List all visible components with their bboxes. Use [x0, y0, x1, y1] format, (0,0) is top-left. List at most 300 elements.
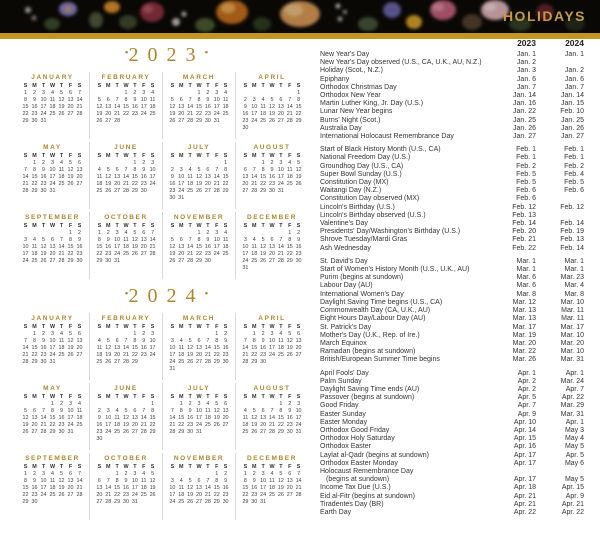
weekday-label: S: [23, 83, 28, 89]
holiday-name: Super Bowl Sunday (U.S.): [320, 170, 402, 178]
month-name: SEPTEMBER: [25, 455, 80, 462]
day-cell: 4: [224, 90, 228, 96]
holiday-date-2024: Mar. 24: [560, 377, 584, 385]
day-cell: 22: [149, 422, 156, 428]
day-cell: 30: [286, 429, 293, 435]
empty-cell: [95, 90, 104, 97]
weekday-label: T: [206, 394, 210, 400]
holiday-row: [320, 348, 584, 356]
holiday-date-2023: Mar. 12: [512, 298, 536, 306]
empty-cell: [168, 471, 177, 478]
weekday-label: W: [196, 153, 202, 159]
day-cell: 13: [114, 174, 121, 180]
holiday-date-2024: Jan. 7: [564, 83, 584, 91]
day-cell: 5: [106, 338, 110, 344]
day-cell: 17: [105, 422, 112, 428]
day-cell: 11: [269, 478, 275, 484]
day-cell: 28: [149, 251, 156, 257]
day-cell: 9: [42, 167, 45, 173]
weekday-label: T: [133, 83, 137, 89]
day-cell: 9: [142, 167, 146, 173]
calendar-grid: [92, 324, 160, 366]
weekday-label: F: [68, 394, 73, 400]
day-cell: 23: [169, 188, 176, 194]
day-cell: 21: [149, 244, 156, 250]
day-cell: 15: [178, 415, 185, 421]
day-cell: 1: [24, 90, 27, 96]
holiday-row: [320, 125, 584, 133]
holiday-date-2023: Apr. 5: [517, 394, 536, 402]
day-cell: 28: [105, 499, 112, 505]
day-cell: 10: [295, 408, 302, 414]
day-cell: 24: [149, 181, 156, 187]
day-cell: 13: [67, 478, 74, 484]
weekday-label: S: [97, 83, 102, 89]
weekday-label: T: [59, 223, 64, 229]
weekday-label: S: [150, 324, 155, 330]
day-cell: 6: [206, 167, 210, 173]
weekday-label: T: [115, 394, 119, 400]
day-cell: 12: [58, 97, 65, 103]
holiday-date-2024: Apr. 21: [561, 500, 584, 508]
holiday-name: Ramadan (begins at sundown): [320, 348, 416, 356]
day-cell: 26: [286, 352, 293, 358]
day-cell: 10: [22, 244, 29, 250]
day-cell: 21: [22, 181, 29, 187]
day-cell: 26: [187, 499, 194, 505]
day-cell: 4: [261, 97, 265, 103]
weekday-label: T: [59, 83, 64, 89]
day-cell: 22: [49, 422, 56, 428]
day-cell: 27: [204, 188, 211, 194]
day-cell: 18: [149, 104, 156, 110]
empty-cell: [168, 160, 177, 167]
day-cell: 8: [215, 338, 219, 344]
day-cell: 26: [169, 258, 176, 264]
day-cell: 24: [131, 492, 138, 498]
holiday-row: [320, 274, 584, 282]
empty-cell: [250, 230, 259, 237]
holiday-row: [320, 84, 584, 92]
day-cell: 29: [195, 258, 202, 264]
day-cell: 25: [222, 111, 229, 117]
holiday-row: [320, 171, 584, 179]
holiday-date-2024: Mar. 31: [560, 356, 584, 364]
day-cell: 27: [242, 188, 249, 194]
month-name: NOVEMBER: [173, 455, 225, 462]
weekday-label: M: [106, 394, 111, 400]
weekday-label: W: [269, 394, 275, 400]
day-cell: 13: [260, 415, 267, 421]
holiday-name: National Freedom Day (U.S.): [320, 154, 411, 162]
day-cell: 16: [268, 174, 275, 180]
day-cell: 24: [149, 352, 156, 358]
day-cell: 7: [188, 97, 192, 103]
day-cell: 25: [178, 359, 185, 365]
day-cell: 2: [142, 331, 146, 337]
day-cell: 3: [279, 160, 283, 166]
holiday-date-2024: Apr. 5: [565, 451, 584, 459]
holiday-date-2023: Mar. 13: [512, 315, 536, 323]
day-cell: 5: [215, 401, 219, 407]
weekday-label: F: [142, 464, 146, 470]
calendar-grid: [238, 83, 306, 132]
day-cell: 2: [206, 230, 210, 236]
day-cell: 23: [31, 111, 38, 117]
empty-cell: [186, 331, 195, 338]
holiday-name: St. Patrick's Day: [320, 323, 372, 331]
day-cell: 18: [58, 345, 65, 351]
day-cell: 4: [33, 237, 36, 243]
day-cell: 8: [69, 237, 72, 243]
day-cell: 8: [115, 478, 119, 484]
day-cell: 1: [33, 160, 36, 166]
weekday-label: T: [115, 83, 119, 89]
day-cell: 11: [114, 415, 120, 421]
weekday-label: W: [123, 153, 129, 159]
day-cell: 3: [69, 401, 72, 407]
day-cell: 27: [76, 181, 83, 187]
holiday-date-2023: Mar. 20: [512, 339, 536, 347]
holiday-row: [320, 324, 584, 332]
day-cell: 2: [297, 230, 301, 236]
day-cell: 13: [195, 345, 202, 351]
day-cell: 14: [213, 174, 220, 180]
weekday-label: S: [150, 223, 155, 229]
holiday-date-2024: Mar. 11: [561, 307, 584, 315]
mini-calendar-may-2024: [16, 383, 89, 450]
day-cell: 12: [251, 415, 258, 421]
day-cell: 17: [140, 104, 147, 110]
day-cell: 27: [295, 352, 302, 358]
weekday-label: M: [179, 153, 184, 159]
day-cell: 9: [206, 237, 210, 243]
empty-cell: [30, 230, 39, 237]
calendar-grid: [18, 324, 87, 366]
day-cell: 8: [24, 478, 27, 484]
day-cell: 7: [279, 237, 283, 243]
day-cell: 5: [170, 237, 174, 243]
weekday-label: M: [106, 464, 111, 470]
holiday-date-2023: Feb. 5: [516, 179, 536, 187]
day-cell: 20: [295, 345, 302, 351]
day-cell: 1: [224, 160, 228, 166]
weekday-label: F: [215, 394, 219, 400]
day-cell: 26: [96, 118, 103, 124]
calendar-grid: [165, 394, 233, 436]
day-cell: 21: [58, 251, 65, 257]
day-cell: 23: [295, 251, 302, 257]
holiday-name: Waitangi Day (N.Z.): [320, 187, 382, 195]
holiday-date-2023: Apr. 16: [513, 443, 536, 451]
day-cell: 15: [31, 345, 38, 351]
day-cell: 13: [67, 97, 74, 103]
day-cell: 2: [206, 90, 210, 96]
day-cell: 26: [149, 492, 156, 498]
holiday-date-2023: Jan. 3: [516, 67, 536, 75]
day-cell: 28: [22, 359, 29, 365]
day-cell: 9: [33, 97, 36, 103]
day-cell: 6: [115, 167, 119, 173]
day-cell: 15: [22, 485, 29, 491]
day-cell: 1: [279, 401, 283, 407]
day-cell: 4: [115, 408, 119, 414]
day-cell: 19: [251, 422, 258, 428]
day-cell: 8: [97, 237, 101, 243]
day-cell: 22: [286, 251, 293, 257]
day-cell: 20: [67, 485, 74, 491]
day-cell: 12: [96, 104, 103, 110]
holiday-date-2023: Feb. 14: [512, 220, 536, 228]
weekday-label: F: [68, 153, 73, 159]
day-cell: 11: [222, 237, 229, 243]
day-cell: 27: [286, 492, 293, 498]
weekday-label: T: [261, 83, 265, 89]
day-cell: 10: [40, 97, 47, 103]
day-cell: 15: [195, 244, 202, 250]
holiday-date-2024: Jan. 26: [561, 124, 584, 132]
holiday-date-2023: Apr. 17: [513, 459, 536, 467]
weekday-label: M: [32, 464, 37, 470]
weekday-label: S: [223, 464, 228, 470]
day-cell: 26: [260, 258, 267, 264]
day-cell: 22: [213, 352, 220, 358]
day-cell: 5: [42, 237, 45, 243]
weekday-label: M: [179, 464, 184, 470]
day-cell: 6: [197, 338, 201, 344]
day-cell: 9: [188, 408, 192, 414]
day-cell: 18: [187, 181, 194, 187]
day-cell: 29: [178, 429, 185, 435]
day-cell: 31: [213, 118, 220, 124]
months-row: [16, 383, 308, 450]
day-cell: 4: [151, 90, 155, 96]
day-cell: 23: [222, 352, 229, 358]
day-cell: 21: [40, 422, 47, 428]
day-cell: 2: [261, 331, 265, 337]
day-cell: 13: [76, 167, 83, 173]
weekday-label: S: [23, 394, 28, 400]
day-cell: 9: [42, 338, 45, 344]
empty-cell: [39, 230, 48, 237]
empty-cell: [95, 331, 104, 338]
calendars-panel: [16, 42, 308, 523]
day-cell: 7: [106, 478, 110, 484]
weekday-label: S: [170, 223, 175, 229]
weekday-label: F: [68, 324, 73, 330]
weekday-label: S: [77, 464, 82, 470]
day-cell: 1: [124, 90, 128, 96]
day-cell: 23: [260, 352, 267, 358]
day-cell: 16: [242, 111, 249, 117]
day-cell: 14: [22, 174, 29, 180]
day-cell: 17: [195, 415, 202, 421]
day-cell: 16: [187, 415, 194, 421]
day-cell: 1: [297, 90, 301, 96]
day-cell: 17: [242, 251, 249, 257]
day-cell: 17: [131, 485, 138, 491]
day-cell: 28: [76, 111, 83, 117]
day-cell: 16: [40, 345, 47, 351]
day-cell: 23: [76, 251, 83, 257]
day-cell: 23: [96, 429, 103, 435]
day-cell: 30: [96, 436, 103, 442]
day-cell: 26: [295, 181, 302, 187]
day-cell: 3: [261, 471, 265, 477]
day-cell: 11: [178, 485, 185, 491]
day-cell: 5: [60, 471, 63, 477]
day-cell: 23: [268, 181, 275, 187]
day-cell: 22: [195, 251, 202, 257]
day-cell: 11: [58, 338, 65, 344]
mini-calendar-february-2024: [89, 313, 162, 380]
day-cell: 24: [40, 111, 47, 117]
day-cell: 6: [288, 471, 292, 477]
weekday-label: M: [32, 394, 37, 400]
day-cell: 14: [187, 104, 194, 110]
month-name: OCTOBER: [104, 455, 148, 462]
day-cell: 20: [67, 104, 74, 110]
day-cell: 19: [286, 345, 293, 351]
day-cell: 2: [60, 401, 63, 407]
day-cell: 30: [31, 118, 38, 124]
empty-cell: [195, 471, 204, 478]
holiday-date-2023: Feb. 1: [516, 154, 536, 162]
weekday-label: W: [123, 324, 129, 330]
holiday-row: [320, 509, 584, 517]
day-cell: 19: [260, 251, 267, 257]
day-cell: 16: [140, 174, 147, 180]
empty-cell: [250, 90, 259, 97]
holiday-row: [320, 468, 584, 484]
holiday-date-2023: Jan. 7: [516, 83, 536, 91]
day-cell: 24: [105, 429, 112, 435]
day-cell: 15: [222, 174, 229, 180]
day-cell: 28: [286, 118, 293, 124]
weekday-label: M: [32, 223, 37, 229]
weekday-label: S: [150, 153, 155, 159]
day-cell: 12: [67, 167, 74, 173]
weekday-label: T: [41, 153, 46, 159]
day-cell: 4: [206, 401, 210, 407]
calendar-grid: [238, 223, 306, 272]
day-cell: 23: [40, 352, 47, 358]
day-cell: 6: [261, 408, 265, 414]
month-name: JUNE: [114, 385, 138, 392]
holiday-date-2024: May 3: [564, 426, 584, 434]
day-cell: 30: [204, 258, 211, 264]
day-cell: 12: [149, 478, 156, 484]
day-cell: 29: [242, 499, 249, 505]
day-cell: 23: [31, 492, 38, 498]
calendar-grid: [238, 153, 306, 195]
holiday-name: April Fools' Day: [320, 369, 369, 377]
day-cell: 17: [67, 415, 74, 421]
day-cell: 24: [195, 422, 202, 428]
day-cell: 5: [60, 90, 63, 96]
weekday-label: S: [150, 464, 155, 470]
day-cell: 18: [114, 422, 121, 428]
day-cell: 7: [142, 408, 146, 414]
holiday-date-2024: May 5: [564, 443, 584, 451]
day-cell: 4: [279, 331, 283, 337]
day-cell: 13: [31, 415, 38, 421]
day-cell: 31: [169, 366, 176, 372]
day-cell: 29: [222, 188, 229, 194]
day-cell: 20: [131, 422, 138, 428]
day-cell: 2: [252, 471, 256, 477]
holiday-name-line1: Holocaust Remembrance Day: [320, 467, 414, 475]
weekday-label: S: [243, 324, 248, 330]
day-cell: 19: [149, 485, 156, 491]
day-cell: 4: [188, 167, 192, 173]
holiday-row: [320, 258, 584, 266]
mini-calendar-december-2024: [235, 453, 308, 520]
day-cell: 20: [49, 251, 56, 257]
day-cell: 22: [22, 111, 29, 117]
day-cell: 7: [78, 471, 81, 477]
month-name: JUNE: [114, 144, 138, 151]
empty-cell: [212, 160, 221, 167]
holiday-row: [320, 378, 584, 386]
day-cell: 4: [270, 471, 274, 477]
weekday-label: T: [188, 394, 192, 400]
holiday-date-2023: Feb. 1: [516, 146, 536, 154]
day-cell: 21: [122, 181, 129, 187]
holiday-name: Daylight Saving Time begins (U.S., CA): [320, 298, 443, 306]
day-cell: 11: [149, 97, 156, 103]
day-cell: 28: [213, 188, 220, 194]
weekday-label: M: [179, 394, 184, 400]
mini-calendar-september-2024: [16, 453, 89, 520]
day-cell: 10: [67, 408, 74, 414]
day-cell: 21: [114, 111, 121, 117]
day-cell: 16: [105, 244, 112, 250]
day-cell: 16: [295, 244, 302, 250]
holiday-name: Orthodox Easter: [320, 443, 371, 451]
weekday-label: T: [188, 324, 192, 330]
day-cell: 28: [169, 429, 176, 435]
day-cell: 22: [178, 422, 185, 428]
weekday-label: T: [279, 223, 283, 229]
day-cell: 3: [51, 160, 54, 166]
day-cell: 18: [58, 174, 65, 180]
weekday-label: M: [32, 83, 37, 89]
holiday-date-2023: Apr. 17: [513, 476, 536, 484]
weekday-label: T: [133, 223, 137, 229]
holiday-row: [320, 100, 584, 108]
weekday-label: S: [77, 153, 82, 159]
holiday-date-2023: Feb. 6: [516, 187, 536, 195]
weekday-label: F: [68, 464, 73, 470]
months-row: [16, 453, 308, 520]
mini-calendar-june-2024: [89, 383, 162, 450]
day-cell: 9: [78, 237, 81, 243]
weekday-label: S: [223, 153, 228, 159]
empty-cell: [168, 331, 177, 338]
day-cell: 1: [133, 160, 137, 166]
day-cell: 8: [279, 408, 283, 414]
holiday-row: [320, 291, 584, 299]
day-cell: 30: [295, 258, 302, 264]
day-cell: 18: [251, 251, 258, 257]
month-name: FEBRUARY: [101, 74, 151, 81]
day-cell: 21: [187, 251, 194, 257]
day-cell: 30: [242, 125, 249, 131]
day-cell: 15: [131, 345, 138, 351]
day-cell: 15: [49, 415, 56, 421]
day-cell: 4: [60, 331, 63, 337]
